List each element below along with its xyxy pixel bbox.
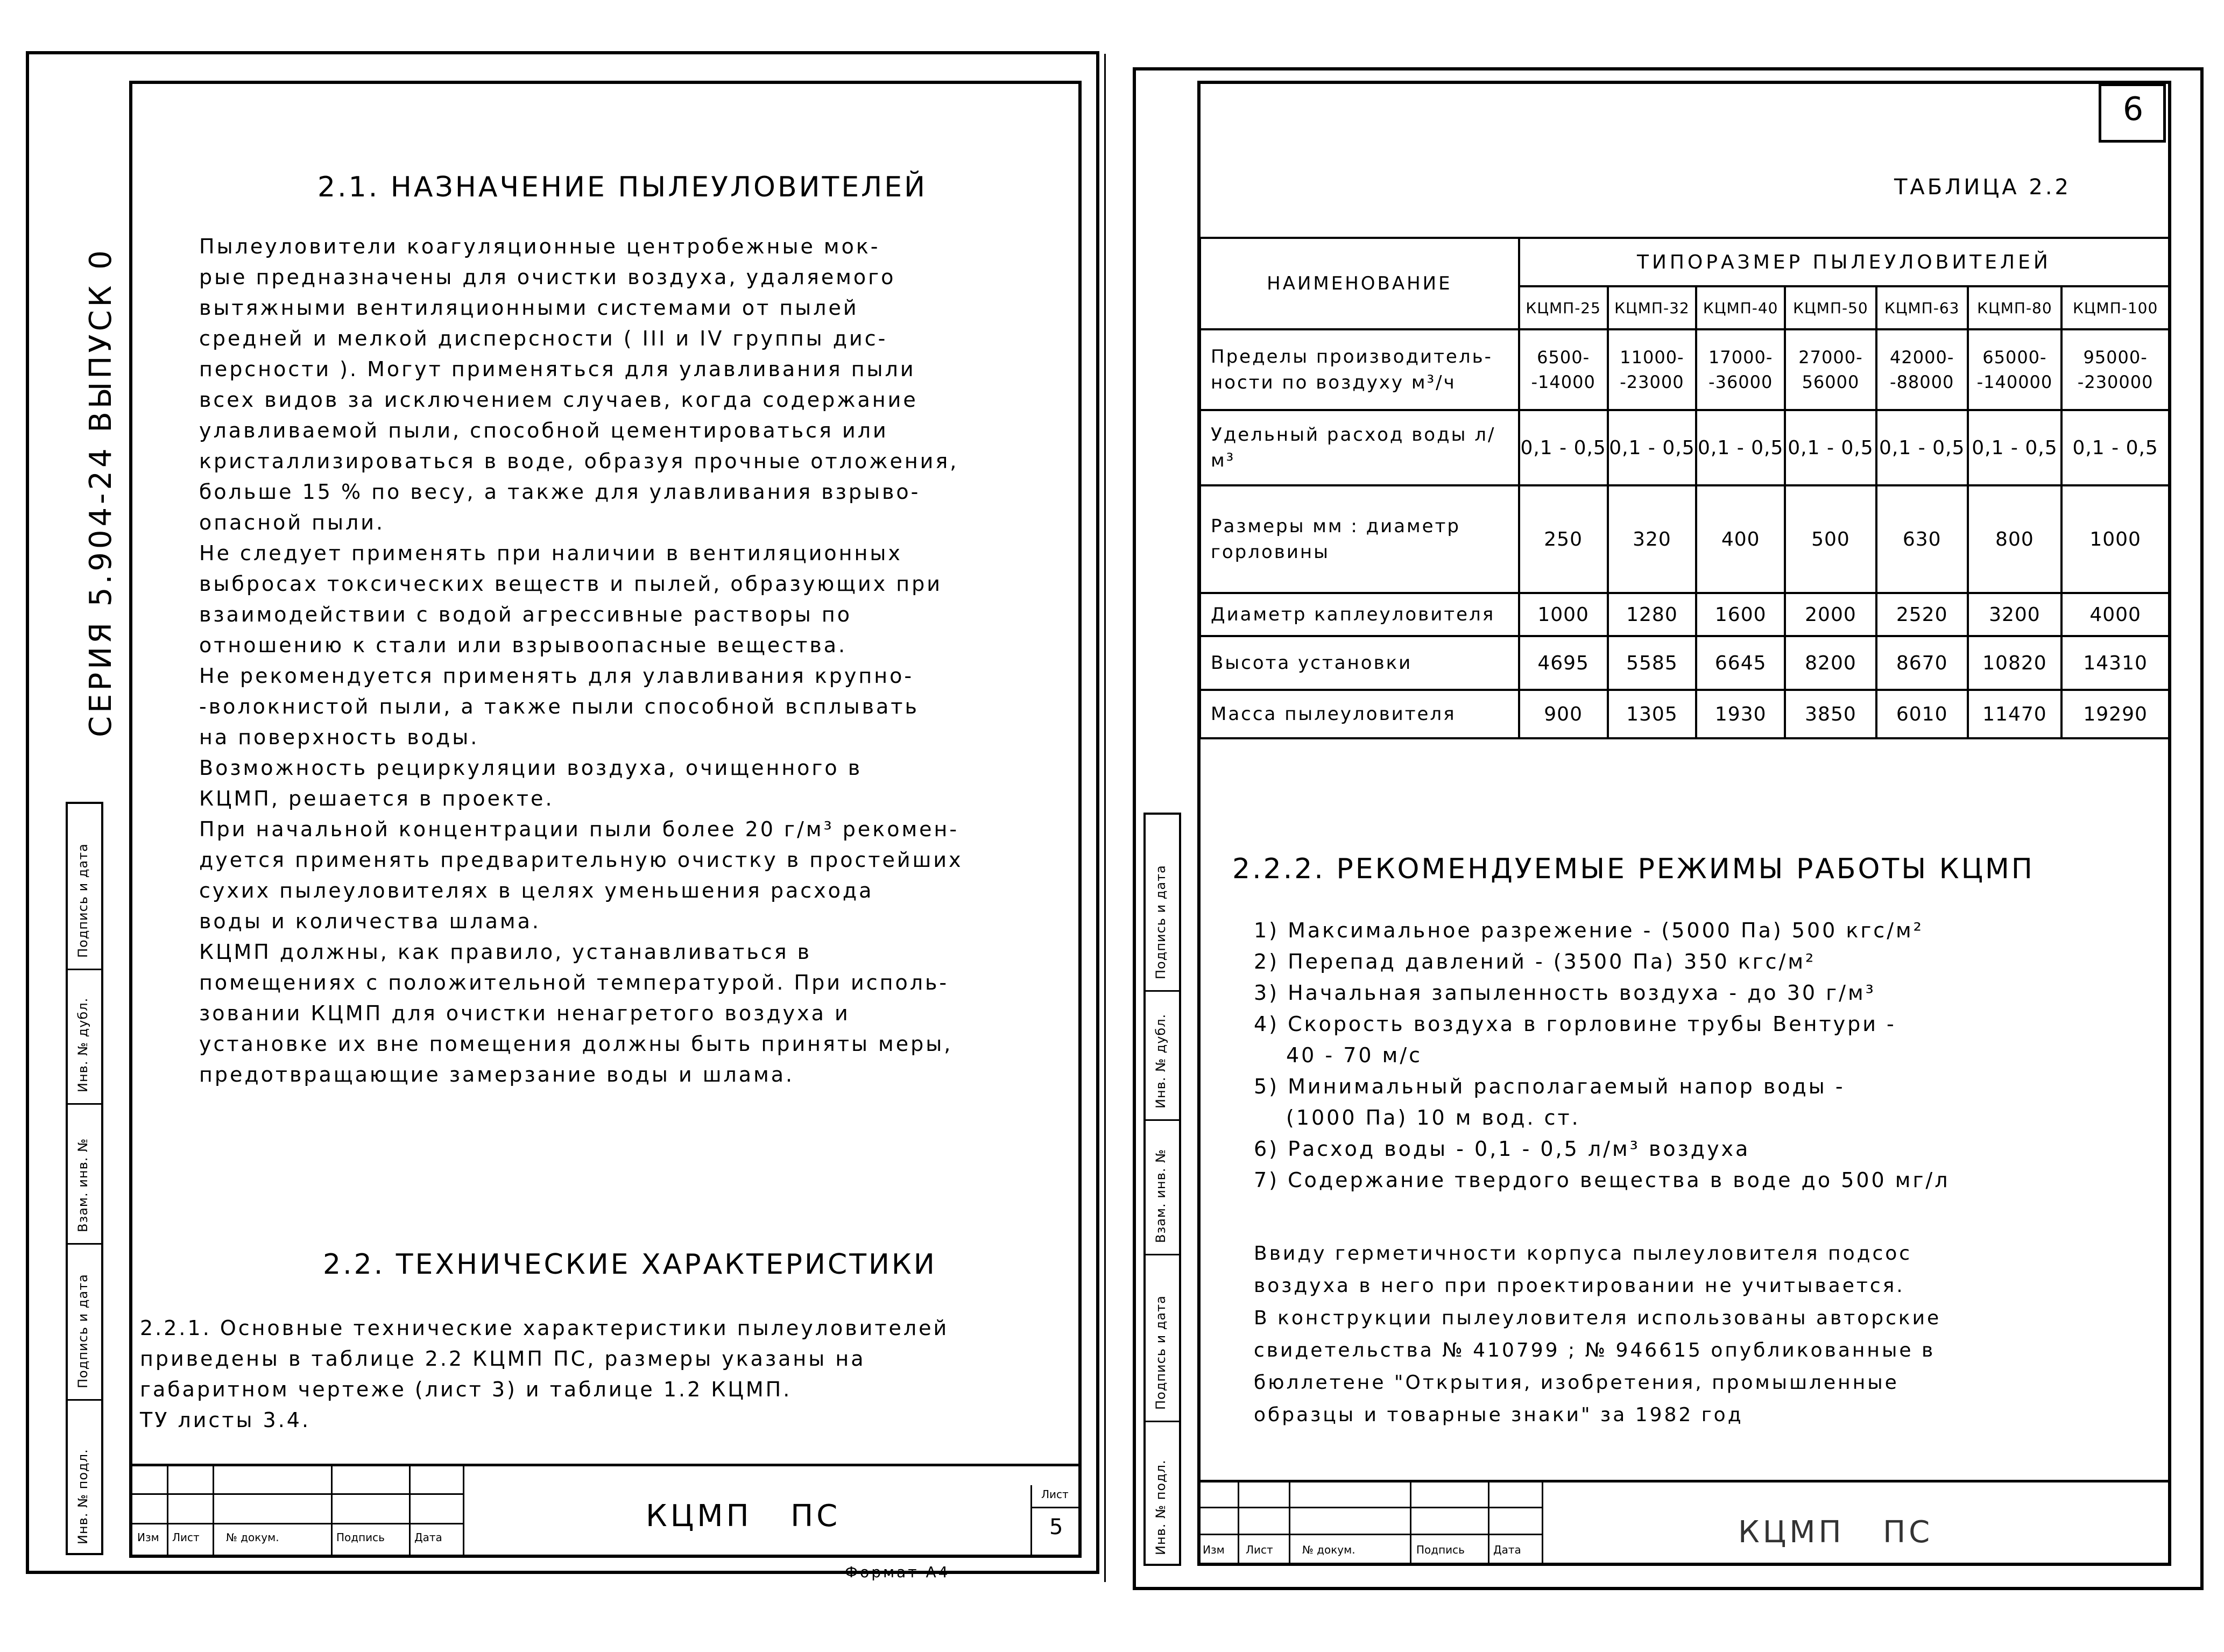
right-side-label-4: Подпись и дата — [1153, 1295, 1168, 1410]
notes-text — [1254, 1238, 1941, 1431]
row-name: Размеры мм : диаметр горловины — [1200, 485, 1519, 593]
right-stamp-col-date: Дата — [1493, 1543, 1521, 1556]
text-line: установке их вне помещения должны быть приняты меры, — [199, 1032, 953, 1056]
right-side-label-3: Взам. инв. № — [1153, 1149, 1168, 1243]
text-line: улавливаемой пыли, способной цементироваться или — [199, 419, 888, 442]
mode-line: (1000 Па) 10 м вод. ст. — [1286, 1106, 1580, 1129]
model-header: КЦМП-32 — [1608, 286, 1697, 329]
note-line: Ввиду герметичности корпуса пылеуловителя подсос — [1254, 1242, 1912, 1265]
row-value: 42000- -88000 — [1876, 329, 1968, 410]
row-value: 5585 — [1608, 636, 1697, 690]
row-value: 0,1 - 0,5 — [1696, 410, 1785, 485]
spec-table — [1199, 237, 2170, 739]
row-value: 3850 — [1785, 690, 1876, 738]
row-name: Высота установки — [1200, 636, 1519, 690]
row-value: 65000- -140000 — [1968, 329, 2062, 410]
text-line: ТУ листы 3.4. — [140, 1408, 311, 1432]
row-value: 0,1 - 0,5 — [1785, 410, 1876, 485]
note-line: воздуха в него при проектировании не учитывается. — [1254, 1275, 1905, 1297]
right-doc-code: КЦМП ПС — [1738, 1515, 1933, 1550]
row-name: Диаметр каплеуловителя — [1200, 593, 1519, 636]
text-line: воды и количества шлама. — [199, 909, 541, 933]
format-label: Формат А4 — [845, 1563, 950, 1581]
text-line: габаритном чертеже (лист 3) и таблице 1.2 КЦМП. — [140, 1378, 792, 1401]
left-sheet-label: Лист — [1041, 1488, 1069, 1501]
row-value: 1600 — [1696, 593, 1785, 636]
model-header: КЦМП-50 — [1785, 286, 1876, 329]
side-label-3: Взам. инв. № — [75, 1138, 90, 1232]
row-value: 1000 — [1519, 593, 1608, 636]
mode-line: 7) Содержание твердого вещества в воде до 500 мг/л — [1254, 1168, 1950, 1192]
row-name: Удельный расход воды л/м³ — [1200, 410, 1519, 485]
left-sheet-number: 5 — [1049, 1515, 1063, 1540]
stamp-col-date: Дата — [414, 1531, 442, 1544]
right-stamp-col-doc: № докум. — [1302, 1543, 1355, 1556]
row-value: 14310 — [2061, 636, 2169, 690]
text-line: Возможность рециркуляции воздуха, очищенного в — [199, 756, 863, 780]
side-label-4: Подпись и дата — [75, 1274, 90, 1388]
table-row — [1200, 593, 2169, 636]
row-value: 6010 — [1876, 690, 1968, 738]
row-name: Масса пылеуловителя — [1200, 690, 1519, 738]
model-header: КЦМП-40 — [1696, 286, 1785, 329]
table-row — [1200, 329, 2169, 410]
stamp-col-sign: Подпись — [336, 1531, 385, 1544]
row-value: 1280 — [1608, 593, 1697, 636]
row-value: 900 — [1519, 690, 1608, 738]
text-line: опасной пыли. — [199, 511, 385, 534]
modes-list — [1254, 915, 1950, 1196]
row-value: 27000- 56000 — [1785, 329, 1876, 410]
row-value: 19290 — [2061, 690, 2169, 738]
table-row — [1200, 636, 2169, 690]
text-line: на поверхность воды. — [199, 725, 479, 749]
text-line: -волокнистой пыли, а также пыли способной всплывать — [199, 695, 919, 718]
text-line: вытяжными вентиляционными системами от пылей — [199, 296, 859, 320]
row-value: 630 — [1876, 485, 1968, 593]
text-line: выбросах токсических веществ и пылей, образующих при — [199, 572, 942, 596]
table-name-header: НАИМЕНОВАНИЕ — [1200, 238, 1519, 329]
row-value: 10820 — [1968, 636, 2062, 690]
mode-line: 2) Перепад давлений - (3500 Па) 350 кгс/м² — [1254, 950, 1816, 973]
text-line: больше 15 % по весу, а также для улавливания взрыво- — [199, 480, 921, 504]
mode-line: 3) Начальная запыленность воздуха - до 30 г/м³ — [1254, 981, 1876, 1005]
table-row — [1200, 690, 2169, 738]
section-2-1-text — [199, 231, 963, 1090]
text-line: взаимодействии с водой агрессивные растворы по — [199, 603, 852, 626]
left-doc-code: КЦМП ПС — [646, 1499, 841, 1534]
side-label-1: Подпись и дата — [75, 843, 90, 958]
right-stamp-col-list: Лист — [1246, 1543, 1273, 1556]
section-2-2-2-title: 2.2.2. РЕКОМЕНДУЕМЫЕ РЕЖИМЫ РАБОТЫ КЦМП — [1232, 853, 2035, 885]
row-value: 1000 — [2061, 485, 2169, 593]
row-value: 6645 — [1696, 636, 1785, 690]
row-value: 2520 — [1876, 593, 1968, 636]
series-label: СЕРИЯ 5.904-24 ВЫПУСК 0 — [83, 247, 118, 737]
row-value: 11470 — [1968, 690, 2062, 738]
row-value: 0,1 - 0,5 — [1519, 410, 1608, 485]
text-line: сухих пылеуловителях в целях уменьшения расхода — [199, 879, 874, 902]
model-header: КЦМП-25 — [1519, 286, 1608, 329]
table-caption: ТАБЛИЦА 2.2 — [1894, 175, 2071, 200]
table-row — [1200, 410, 2169, 485]
model-header: КЦМП-100 — [2061, 286, 2169, 329]
row-value: 400 — [1696, 485, 1785, 593]
row-name: Пределы производитель-ности по воздуху м³/ч — [1200, 329, 1519, 410]
text-line: Не рекомендуется применять для улавливания крупно- — [199, 664, 914, 688]
text-line: кристаллизироваться в воде, образуя прочные отложения, — [199, 449, 959, 473]
right-side-label-1: Подпись и дата — [1153, 865, 1168, 979]
row-value: 800 — [1968, 485, 2062, 593]
row-value: 6500- -14000 — [1519, 329, 1608, 410]
section-2-2-1-text — [140, 1313, 949, 1436]
model-header: КЦМП-80 — [1968, 286, 2062, 329]
row-value: 3200 — [1968, 593, 2062, 636]
note-line: бюллетене "Открытия, изобретения, промышленные — [1254, 1372, 1899, 1394]
row-value: 1930 — [1696, 690, 1785, 738]
right-stamp-col-sign: Подпись — [1416, 1543, 1465, 1556]
text-line: персности ). Могут применяться для улавливания пыли — [199, 357, 916, 381]
page-number: 6 — [2123, 90, 2144, 128]
text-line: предотвращающие замерзание воды и шлама. — [199, 1063, 795, 1086]
section-2-2-title: 2.2. ТЕХНИЧЕСКИЕ ХАРАКТЕРИСТИКИ — [323, 1248, 937, 1281]
row-value: 500 — [1785, 485, 1876, 593]
text-line: всех видов за исключением случаев, когда содержание — [199, 388, 918, 412]
right-stamp-col-izm: Изм — [1203, 1543, 1225, 1556]
text-line: КЦМП, решается в проекте. — [199, 787, 554, 810]
row-value: 0,1 - 0,5 — [1608, 410, 1697, 485]
text-line: зовании КЦМП для очистки ненагретого воздуха и — [199, 1001, 850, 1025]
table-group-header: ТИПОРАЗМЕР ПЫЛЕУЛОВИТЕЛЕЙ — [1519, 238, 2169, 286]
right-side-label-2: Инв. № дубл. — [1153, 1013, 1168, 1109]
side-label-5: Инв. № подл. — [75, 1449, 90, 1544]
mode-line: 4) Скорость воздуха в горловине трубы Вентури - — [1254, 1012, 1896, 1036]
side-label-2: Инв. № дубл. — [75, 997, 90, 1092]
right-side-label-5: Инв. № подл. — [1153, 1459, 1168, 1555]
text-line: Не следует применять при наличии в вентиляционных — [199, 541, 902, 565]
stamp-col-izm: Изм — [137, 1531, 159, 1544]
row-value: 8200 — [1785, 636, 1876, 690]
row-value: 11000- -23000 — [1608, 329, 1697, 410]
row-value: 4695 — [1519, 636, 1608, 690]
text-line: помещениях с положительной температурой. При исполь- — [199, 971, 949, 994]
model-header: КЦМП-63 — [1876, 286, 1968, 329]
text-line: рые предназначены для очистки воздуха, удаляемого — [199, 265, 896, 289]
stamp-col-doc: № докум. — [226, 1531, 279, 1544]
row-value: 2000 — [1785, 593, 1876, 636]
mode-line: 6) Расход воды - 0,1 - 0,5 л/м³ воздуха — [1254, 1137, 1750, 1161]
row-value: 95000- -230000 — [2061, 329, 2169, 410]
text-line: Пылеуловители коагуляционные центробежные мок- — [199, 235, 880, 258]
row-value: 0,1 - 0,5 — [2061, 410, 2169, 485]
mode-line: 1) Максимальное разрежение - (5000 Па) 500 кгс/м² — [1254, 919, 1924, 942]
note-line: свидетельства № 410799 ; № 946615 опубликованные в — [1254, 1339, 1936, 1361]
table-row — [1200, 485, 2169, 593]
row-value: 0,1 - 0,5 — [1968, 410, 2062, 485]
row-value: 320 — [1608, 485, 1697, 593]
row-value: 8670 — [1876, 636, 1968, 690]
section-2-1-title: 2.1. НАЗНАЧЕНИЕ ПЫЛЕУЛОВИТЕЛЕЙ — [317, 171, 928, 203]
text-line: дуется применять предварительную очистку в простейших — [199, 848, 963, 872]
mode-line: 40 - 70 м/с — [1286, 1043, 1423, 1067]
stamp-col-list: Лист — [172, 1531, 200, 1544]
row-value: 4000 — [2061, 593, 2169, 636]
text-line: отношению к стали или взрывоопасные вещества. — [199, 633, 848, 657]
row-value: 1305 — [1608, 690, 1697, 738]
mode-line: 5) Минимальный располагаемый напор воды - — [1254, 1075, 1845, 1098]
row-value: 0,1 - 0,5 — [1876, 410, 1968, 485]
text-line: При начальной концентрации пыли более 20 г/м³ рекомен- — [199, 817, 959, 841]
text-line: КЦМП должны, как правило, устанавливаться в — [199, 940, 812, 964]
note-line: В конструкции пылеуловителя использованы авторские — [1254, 1307, 1941, 1329]
text-line: 2.2.1. Основные технические характеристики пылеуловителей — [140, 1316, 949, 1340]
note-line: образцы и товарные знаки" за 1982 год — [1254, 1404, 1743, 1426]
text-line: приведены в таблице 2.2 КЦМП ПС, размеры указаны на — [140, 1347, 866, 1371]
row-value: 250 — [1519, 485, 1608, 593]
text-line: средней и мелкой дисперсности ( III и IV группы дис- — [199, 327, 888, 350]
page-divider — [1104, 54, 1106, 1582]
row-value: 17000- -36000 — [1696, 329, 1785, 410]
